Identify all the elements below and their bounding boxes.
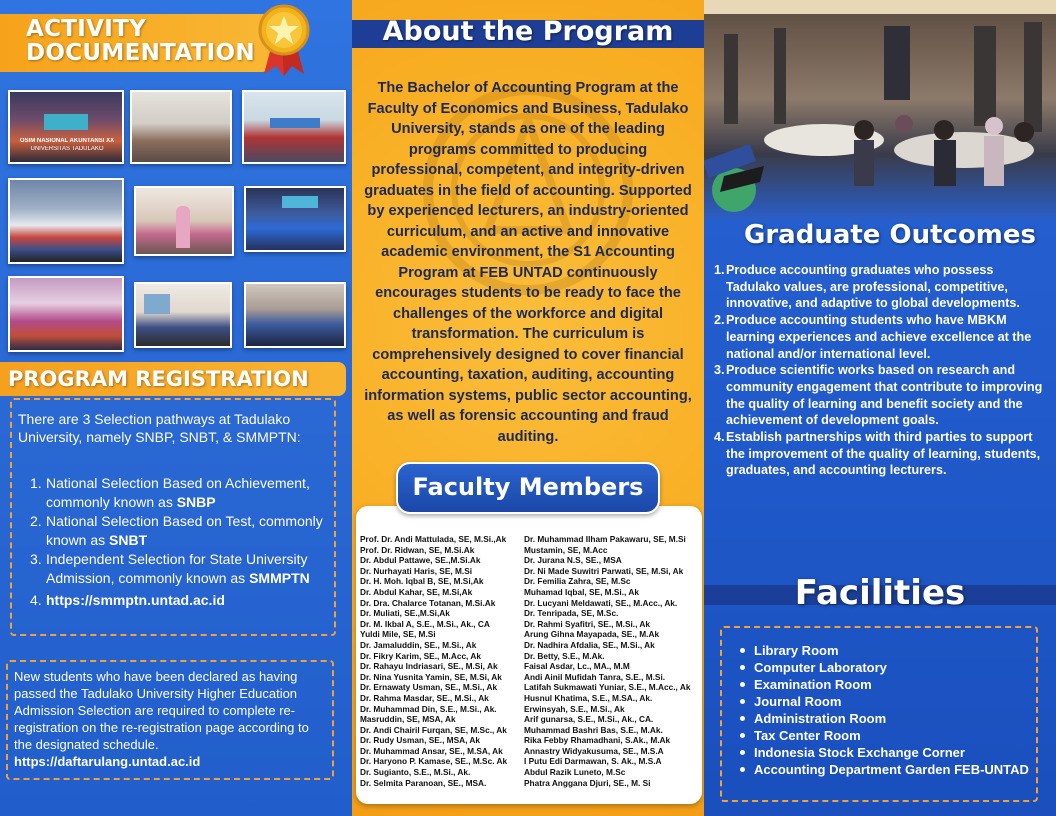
faculty-member: Mustamin, SE, M.Acc <box>524 544 608 555</box>
activity-photo <box>134 186 234 256</box>
new-students-note: New students who have been declared as having passed the Tadulako University Higher Education Admission Selection are required to complete re-registration on the re-registration page according to the designated schedule. https://daftarulang.untad.ac.id <box>14 668 330 770</box>
faculty-member: Dr. Rahayu Indriasari, SE., M.Si, Ak <box>360 661 498 672</box>
middle-panel <box>352 0 704 816</box>
list-item: 2. Produce accounting students who have MBKM learning experiences and achieve excellence at the national and/or international level. <box>714 313 1032 361</box>
faculty-member: Masruddin, SE, MSA, Ak <box>360 714 456 725</box>
graduation-hall-photo <box>704 0 1056 220</box>
faculty-member: Faisal Asdar, Lc., MA., M.M <box>524 661 630 672</box>
faculty-member: Yuldi Mile, SE, M.Si <box>360 629 436 640</box>
faculty-member: Dr. Muliati, SE.,M.Si,Ak <box>360 608 450 619</box>
activity-photo <box>8 178 124 264</box>
list-item: 1. Produce accounting graduates who possess Tadulako values, are professional, competitive, innovative, and adaptive to global developments. <box>714 263 1020 311</box>
graduate-outcomes-list <box>714 262 1050 479</box>
faculty-member: Dr. Betty, S.E., M.Ak. <box>524 650 605 661</box>
left-panel <box>0 0 352 816</box>
list-item: Library Room <box>740 642 1029 659</box>
list-item: Administration Room <box>740 710 1029 727</box>
faculty-member: Dr. Femilia Zahra, SE, M.Sc <box>524 576 631 587</box>
faculty-member: Andi Ainil Mufidah Tanra, S.E., M.Si. <box>524 671 666 682</box>
faculty-member: Dr. Jurana N.S, SE., MSA <box>524 555 622 566</box>
faculty-member: Dr. Muhammad Ansar, SE., M.SA, Ak <box>360 745 503 756</box>
faculty-member: Dr. M. Ikbal A, S.E., M.Si., Ak., CA <box>360 618 490 629</box>
faculty-member: Dr. Andi Chairil Furqan, SE, M.Sc., Ak <box>360 724 507 735</box>
faculty-member: Dr. Rahmi Syafitri, SE., M.Si., Ak <box>524 618 651 629</box>
about-title: About the Program <box>382 16 674 47</box>
re-registration-link[interactable]: https://daftarulang.untad.ac.id <box>14 754 201 769</box>
faculty-member: Dr. Haryono P. Kamase, SE., M.Sc. Ak <box>360 756 508 767</box>
faculty-member: Dr. Ernawaty Usman, SE., M.Si., Ak <box>360 682 498 693</box>
faculty-member: Dr. Selmita Paranoan, SE., MSA. <box>360 777 487 788</box>
activity-photo <box>242 90 346 164</box>
selection-pathway-list <box>30 474 330 610</box>
faculty-member: Prof. Dr. Andi Mattulada, SE, M.Si.,Ak <box>360 534 507 544</box>
facilities-list <box>740 642 1029 778</box>
list-item: Tax Center Room <box>740 727 1029 744</box>
list-item: 4. https://smmptn.untad.ac.id <box>30 592 225 608</box>
list-item: 2. National Selection Based on Test, commonly known as SNBT <box>30 513 323 548</box>
faculty-member: Dr. Muhammad Ilham Pakawaru, SE, M.Si <box>524 534 686 544</box>
list-item: Accounting Department Garden FEB-UNTAD <box>740 761 1029 778</box>
activity-photo <box>244 186 346 252</box>
faculty-member: Dr. Muhammad Din, S.E., M.Si., Ak. <box>360 703 497 714</box>
faculty-member: Dr. Rahma Masdar, SE., M.Si., Ak <box>360 692 489 703</box>
faculty-member: Arung Gihna Mayapada, SE., M.Ak <box>524 629 660 640</box>
faculty-member: Prof. Dr. Ridwan, SE, M.Si.Ak <box>360 544 475 555</box>
faculty-member: Dr. Nurhayati Haris, SE, M.Si <box>360 565 473 576</box>
activity-photo <box>244 282 346 348</box>
activity-photo <box>8 276 124 352</box>
smmptn-link[interactable]: https://smmptn.untad.ac.id <box>46 592 225 608</box>
registration-title: PROGRAM REGISTRATION <box>8 367 309 391</box>
faculty-member: Erwinsyah, S.E., M.Si., Ak <box>524 703 625 714</box>
faculty-member: Rika Febby Rhamadhani, S.Ak., M.Ak <box>524 735 671 746</box>
faculty-member: I Putu Edi Darmawan, S. Ak., M.S.A <box>524 756 662 767</box>
faculty-member: Annastry Widyakusuma, SE., M.S.A <box>524 745 664 756</box>
faculty-member: Dr. Jamaluddin, SE., M.Si., Ak <box>360 639 477 650</box>
faculty-member: Dr. Abdul Pattawe, SE.,M.Si.Ak <box>360 555 481 566</box>
faculty-member: Arif gunarsa, S.E., M.Si., Ak., CA. <box>524 714 654 725</box>
faculty-member: Dr. Nina Yusnita Yamin, SE, M.Si, Ak <box>360 671 502 682</box>
faculty-member: Dr. Rudy Usman, SE., MSA, Ak <box>360 735 481 746</box>
faculty-member: Husnul Khatima, S.E., M.SA., Ak. <box>524 692 653 703</box>
list-item: 3. Produce scientific works based on research and community engagement that contribute to improving the quality of learning and benefit society and the achievement of development goals. <box>714 363 1043 428</box>
activity-photo <box>134 282 232 348</box>
faculty-member: Dr. Tenripada, SE, M.Sc. <box>524 608 619 619</box>
faculty-member: Phatra Anggana Djuri, SE., M. Si <box>524 777 651 788</box>
faculty-member: Latifah Sukmawati Yuniar, S.E., M.Acc., Ak <box>524 682 691 693</box>
list-item: Journal Room <box>740 693 1029 710</box>
photo-caption: OSIM NASIONAL AKUNTANSI XX <box>19 138 115 144</box>
list-item: Computer Laboratory <box>740 659 1029 676</box>
star-medal-icon <box>256 4 312 76</box>
faculty-member: Dr. Dra. Chalarce Totanan, M.Si.Ak <box>360 597 496 608</box>
list-item: 3. Independent Selection for State University Admission, commonly known as SMMPTN <box>30 551 310 586</box>
faculty-member: Dr. Abdul Kahar, SE, M.Si,Ak <box>360 586 473 597</box>
list-item: Examination Room <box>740 676 1029 693</box>
faculty-title: Faculty Members <box>412 473 644 501</box>
faculty-member: Muhamad Iqbal, SE, M.Si., Ak <box>524 586 639 597</box>
faculty-member: Dr. H. Moh. Iqbal B, SE, M.Si,Ak <box>360 576 484 587</box>
list-item: Indonesia Stock Exchange Corner <box>740 744 1029 761</box>
faculty-member: Dr. Fikry Karim, SE., M.Acc, Ak <box>360 650 481 661</box>
list-item: 4. Establish partnerships with third parties to support the improvement of the quality of learning, students, graduates, and accounting lecturers. <box>714 430 1041 478</box>
faculty-member: Dr. Sugianto, S.E., M.Si., Ak. <box>360 767 471 778</box>
facilities-title: Facilities <box>794 573 966 613</box>
list-item: 1. National Selection Based on Achievement, commonly known as SNBP <box>30 475 310 510</box>
photo-caption: UNIVERSITAS TADULAKO <box>30 146 104 152</box>
registration-intro: There are 3 Selection pathways at Tadulako University, namely SNBP, SNBT, & SMMPTN: <box>18 411 301 445</box>
faculty-member: Dr. Ni Made Suwitri Parwati, SE, M.Si, Ak <box>524 565 684 576</box>
right-panel <box>704 0 1056 816</box>
faculty-list-left <box>360 534 507 788</box>
activity-photo <box>130 90 232 164</box>
activity-photo <box>8 90 124 164</box>
activity-title: ACTIVITY DOCUMENTATION <box>26 16 255 66</box>
faculty-member: Dr. Lucyani Meldawati, SE., M.Acc., Ak. <box>524 597 678 608</box>
about-text: The Bachelor of Accounting Program at the Faculty of Economics and Business, Tadulako University, stands as one of the leading programs committed to producing professional, competent, and integrity-driven graduates in the field of accounting. Supported by experienced lecturers, an industry-oriented curriculum, and an active and innovative academic environment, the S1 Accounting Program at FEB UNTAD continuously encourages students to be ready to face the challenges of the workforce and digital transformation. The curriculum is comprehensively designed to cover financial accounting, taxation, auditing, accounting information systems, public sector accounting, as well as forensic accounting and fraud auditing. <box>364 80 692 445</box>
faculty-member: Dr. Nadhira Afdalia, SE., M.Si., Ak <box>524 639 655 650</box>
faculty-member: Abdul Razik Luneto, M.Sc <box>524 767 626 778</box>
faculty-list-right <box>524 534 690 788</box>
graduate-outcomes-title: Graduate Outcomes <box>744 220 1037 250</box>
faculty-member: Muhammad Bashri Bas, S.E., M.Ak. <box>524 724 663 735</box>
